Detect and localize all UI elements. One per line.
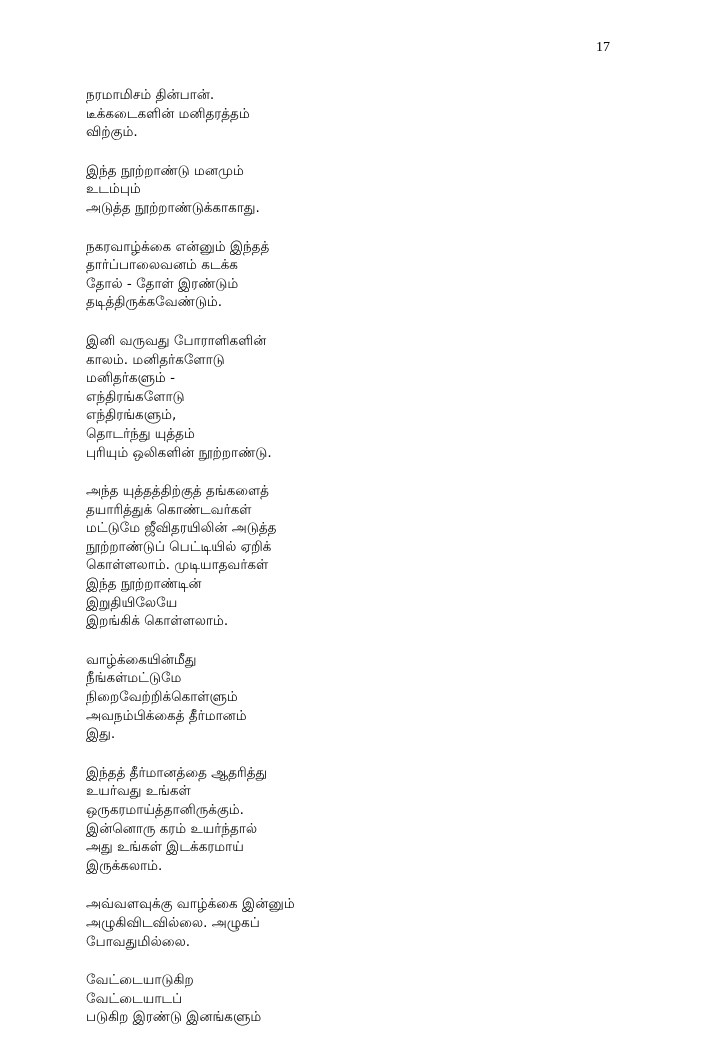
poem-line: டீக்கடைகளின் மனிதரத்தம்	[86, 105, 250, 122]
poem-line: வாழ்க்கையின்மீது	[86, 651, 197, 668]
poem-line: அவநம்பிக்கைத் தீர்மானம்	[86, 707, 247, 724]
poem-line: அழுகிவிடவில்லை. அழுகப்	[86, 914, 260, 931]
poem-line: தடித்திருக்கவேண்டும்.	[86, 294, 223, 311]
poem-line: அது உங்கள் இடக்கரமாய்	[86, 839, 244, 856]
poem-line: அந்த யுத்தத்திற்குத் தங்களைத்	[86, 483, 269, 500]
page-number: 17	[596, 40, 610, 55]
poem-line: உயர்வது உங்கள்	[86, 783, 191, 800]
poem-line: போவதுமில்லை.	[86, 933, 191, 950]
poem-line: படுகிற இரண்டு இனங்களும்	[86, 1009, 262, 1026]
poem-line: நரமாமிசம் தின்பான்.	[86, 87, 215, 103]
poem-line: அடுத்த நூற்றாண்டுக்காகாது.	[86, 199, 260, 216]
poem-line: உடம்பும்	[86, 181, 141, 198]
stanza	[86, 895, 686, 951]
poem-line: இறுதியிலேயே	[86, 594, 178, 611]
stanza	[86, 764, 686, 876]
poem-line: மட்டுமே ஜீவிதரயிலின் அடுத்த	[86, 520, 277, 537]
poem-line: தோல் - தோள் இரண்டும்	[86, 275, 239, 292]
poem-line: தார்ப்பாலைவனம் கடக்க	[86, 257, 238, 274]
poem-line: நிறைவேற்றிக்கொள்ளும்	[86, 689, 238, 706]
poem-line: ஒருகரமாய்த்தானிருக்கும்.	[86, 802, 244, 818]
poem-line: இறங்கிக் கொள்ளலாம்.	[86, 613, 229, 630]
stanza	[86, 332, 686, 462]
stanza	[86, 482, 686, 631]
poem-line: இருக்கலாம்.	[86, 857, 163, 874]
stanza	[86, 971, 686, 1027]
poem-line: நூற்றாண்டுப் பெட்டியில் ஏறிக்	[86, 538, 272, 555]
poem-line: இன்னொரு கரம் உயர்ந்தால்	[86, 820, 258, 837]
poem-line: நீங்கள்மட்டுமே	[86, 670, 182, 687]
poem-line: கொள்ளலாம். முடியாதவர்கள்	[86, 557, 269, 574]
poem-line: இந்த நூற்றாண்டு மனமும்	[86, 162, 244, 179]
poem-line: வேட்டையாடுகிற	[86, 972, 194, 989]
poem-body	[86, 86, 686, 1047]
poem-line: காலம். மனிதர்களோடு	[86, 351, 225, 368]
poem-line: தொடர்ந்து யுத்தம்	[86, 425, 195, 442]
poem-line: இனி வருவது போராளிகளின்	[86, 332, 267, 349]
poem-line: வேட்டையாடப்	[86, 990, 183, 1007]
poem-line: எந்திரங்களும்,	[86, 407, 177, 424]
poem-line: இந்த நூற்றாண்டின்	[86, 576, 202, 593]
poem-line: எந்திரங்களோடு	[86, 388, 185, 405]
poem-line: தயாரித்துக் கொண்டவர்கள்	[86, 501, 252, 518]
poem-line: நகரவாழ்க்கை என்னும் இந்தத்	[86, 238, 270, 255]
poem-line: இது.	[86, 726, 116, 743]
poem-line: இந்தத் தீர்மானத்தை ஆதரித்து	[86, 764, 268, 781]
poem-line: புரியும் ஒலிகளின் நூற்றாண்டு.	[86, 444, 272, 461]
stanza	[86, 86, 686, 142]
stanza	[86, 162, 686, 218]
poem-line: மனிதர்களும் -	[86, 370, 175, 387]
stanza	[86, 651, 686, 744]
poem-line: விற்கும்.	[86, 124, 138, 141]
stanza	[86, 238, 686, 312]
poem-line: அவ்வளவுக்கு வாழ்க்கை இன்னும்	[86, 896, 295, 913]
